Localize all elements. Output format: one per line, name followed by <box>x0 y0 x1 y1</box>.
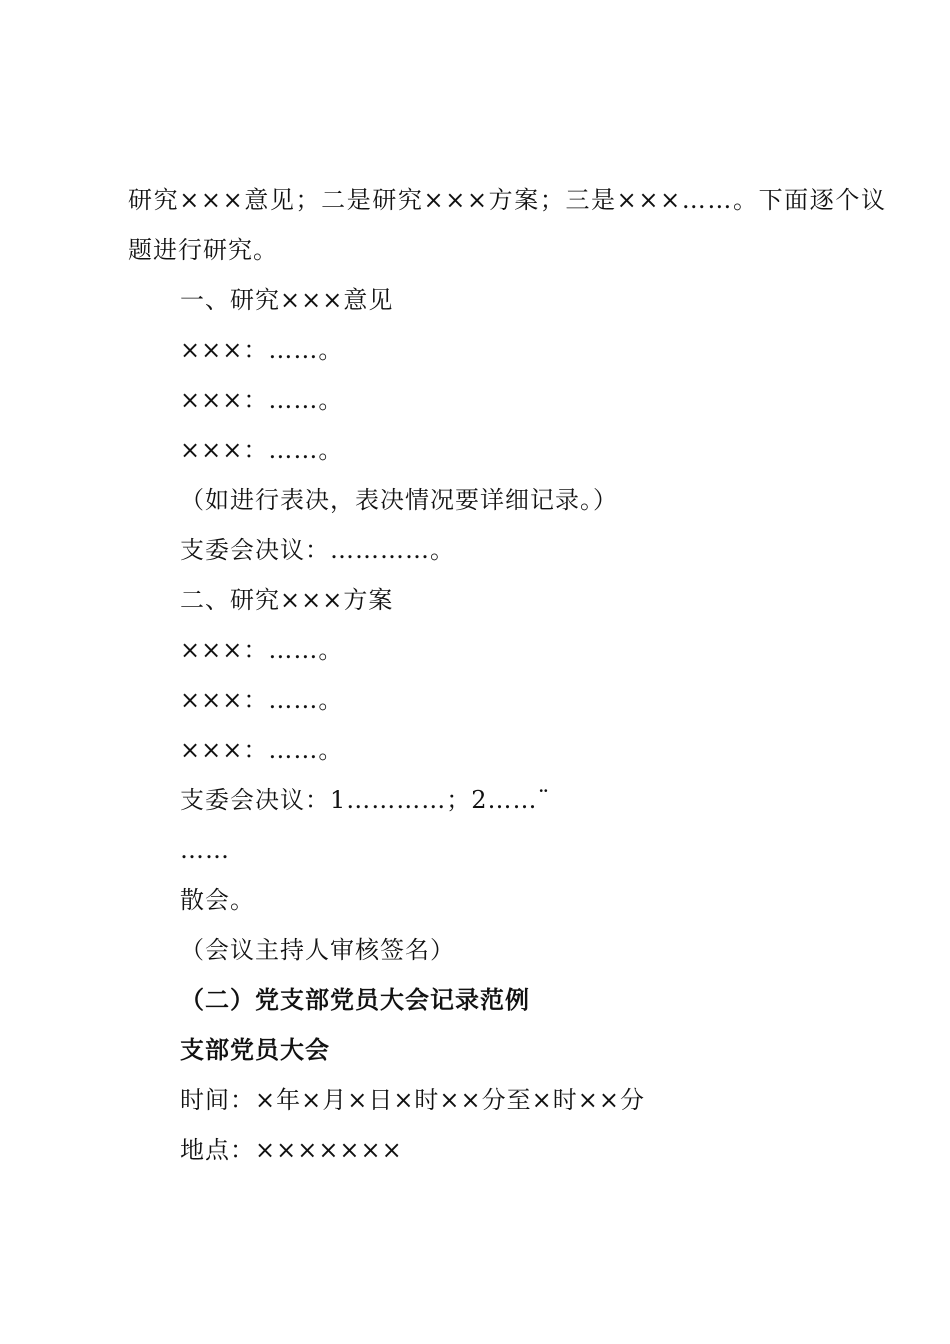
meeting-location: 地点：××××××× <box>180 1136 403 1164</box>
subsection-title: （二）党支部党员大会记录范例 <box>180 985 530 1014</box>
speaker-remark: ×××：……。 <box>180 436 344 464</box>
speaker-remark: ×××：……。 <box>180 736 344 764</box>
speaker-remark: ×××：……。 <box>180 386 344 414</box>
meeting-title: 支部党员大会 <box>180 1035 330 1064</box>
resolution-text: 支委会决议：…………。 <box>180 536 455 564</box>
body-text-line: 研究×××意见；二是研究×××方案；三是×××……。下面逐个议 <box>128 186 887 214</box>
speaker-remark: ×××：……。 <box>180 686 344 714</box>
ellipsis-line: …… <box>180 836 230 864</box>
note-text: （如进行表决，表决情况要详细记录。） <box>180 486 618 514</box>
speaker-remark: ×××：……。 <box>180 336 344 364</box>
adjourn-text: 散会。 <box>180 886 255 914</box>
resolution-text: 支委会决议：1…………；2……¨ <box>180 786 551 814</box>
signature-note: （会议主持人审核签名） <box>180 936 455 964</box>
speaker-remark: ×××：……。 <box>180 636 344 664</box>
section-heading: 一、研究×××意见 <box>180 286 394 314</box>
meeting-time: 时间：×年×月×日×时××分至×时××分 <box>180 1086 645 1114</box>
body-text-line: 题进行研究。 <box>128 236 278 264</box>
section-heading: 二、研究×××方案 <box>180 586 394 614</box>
